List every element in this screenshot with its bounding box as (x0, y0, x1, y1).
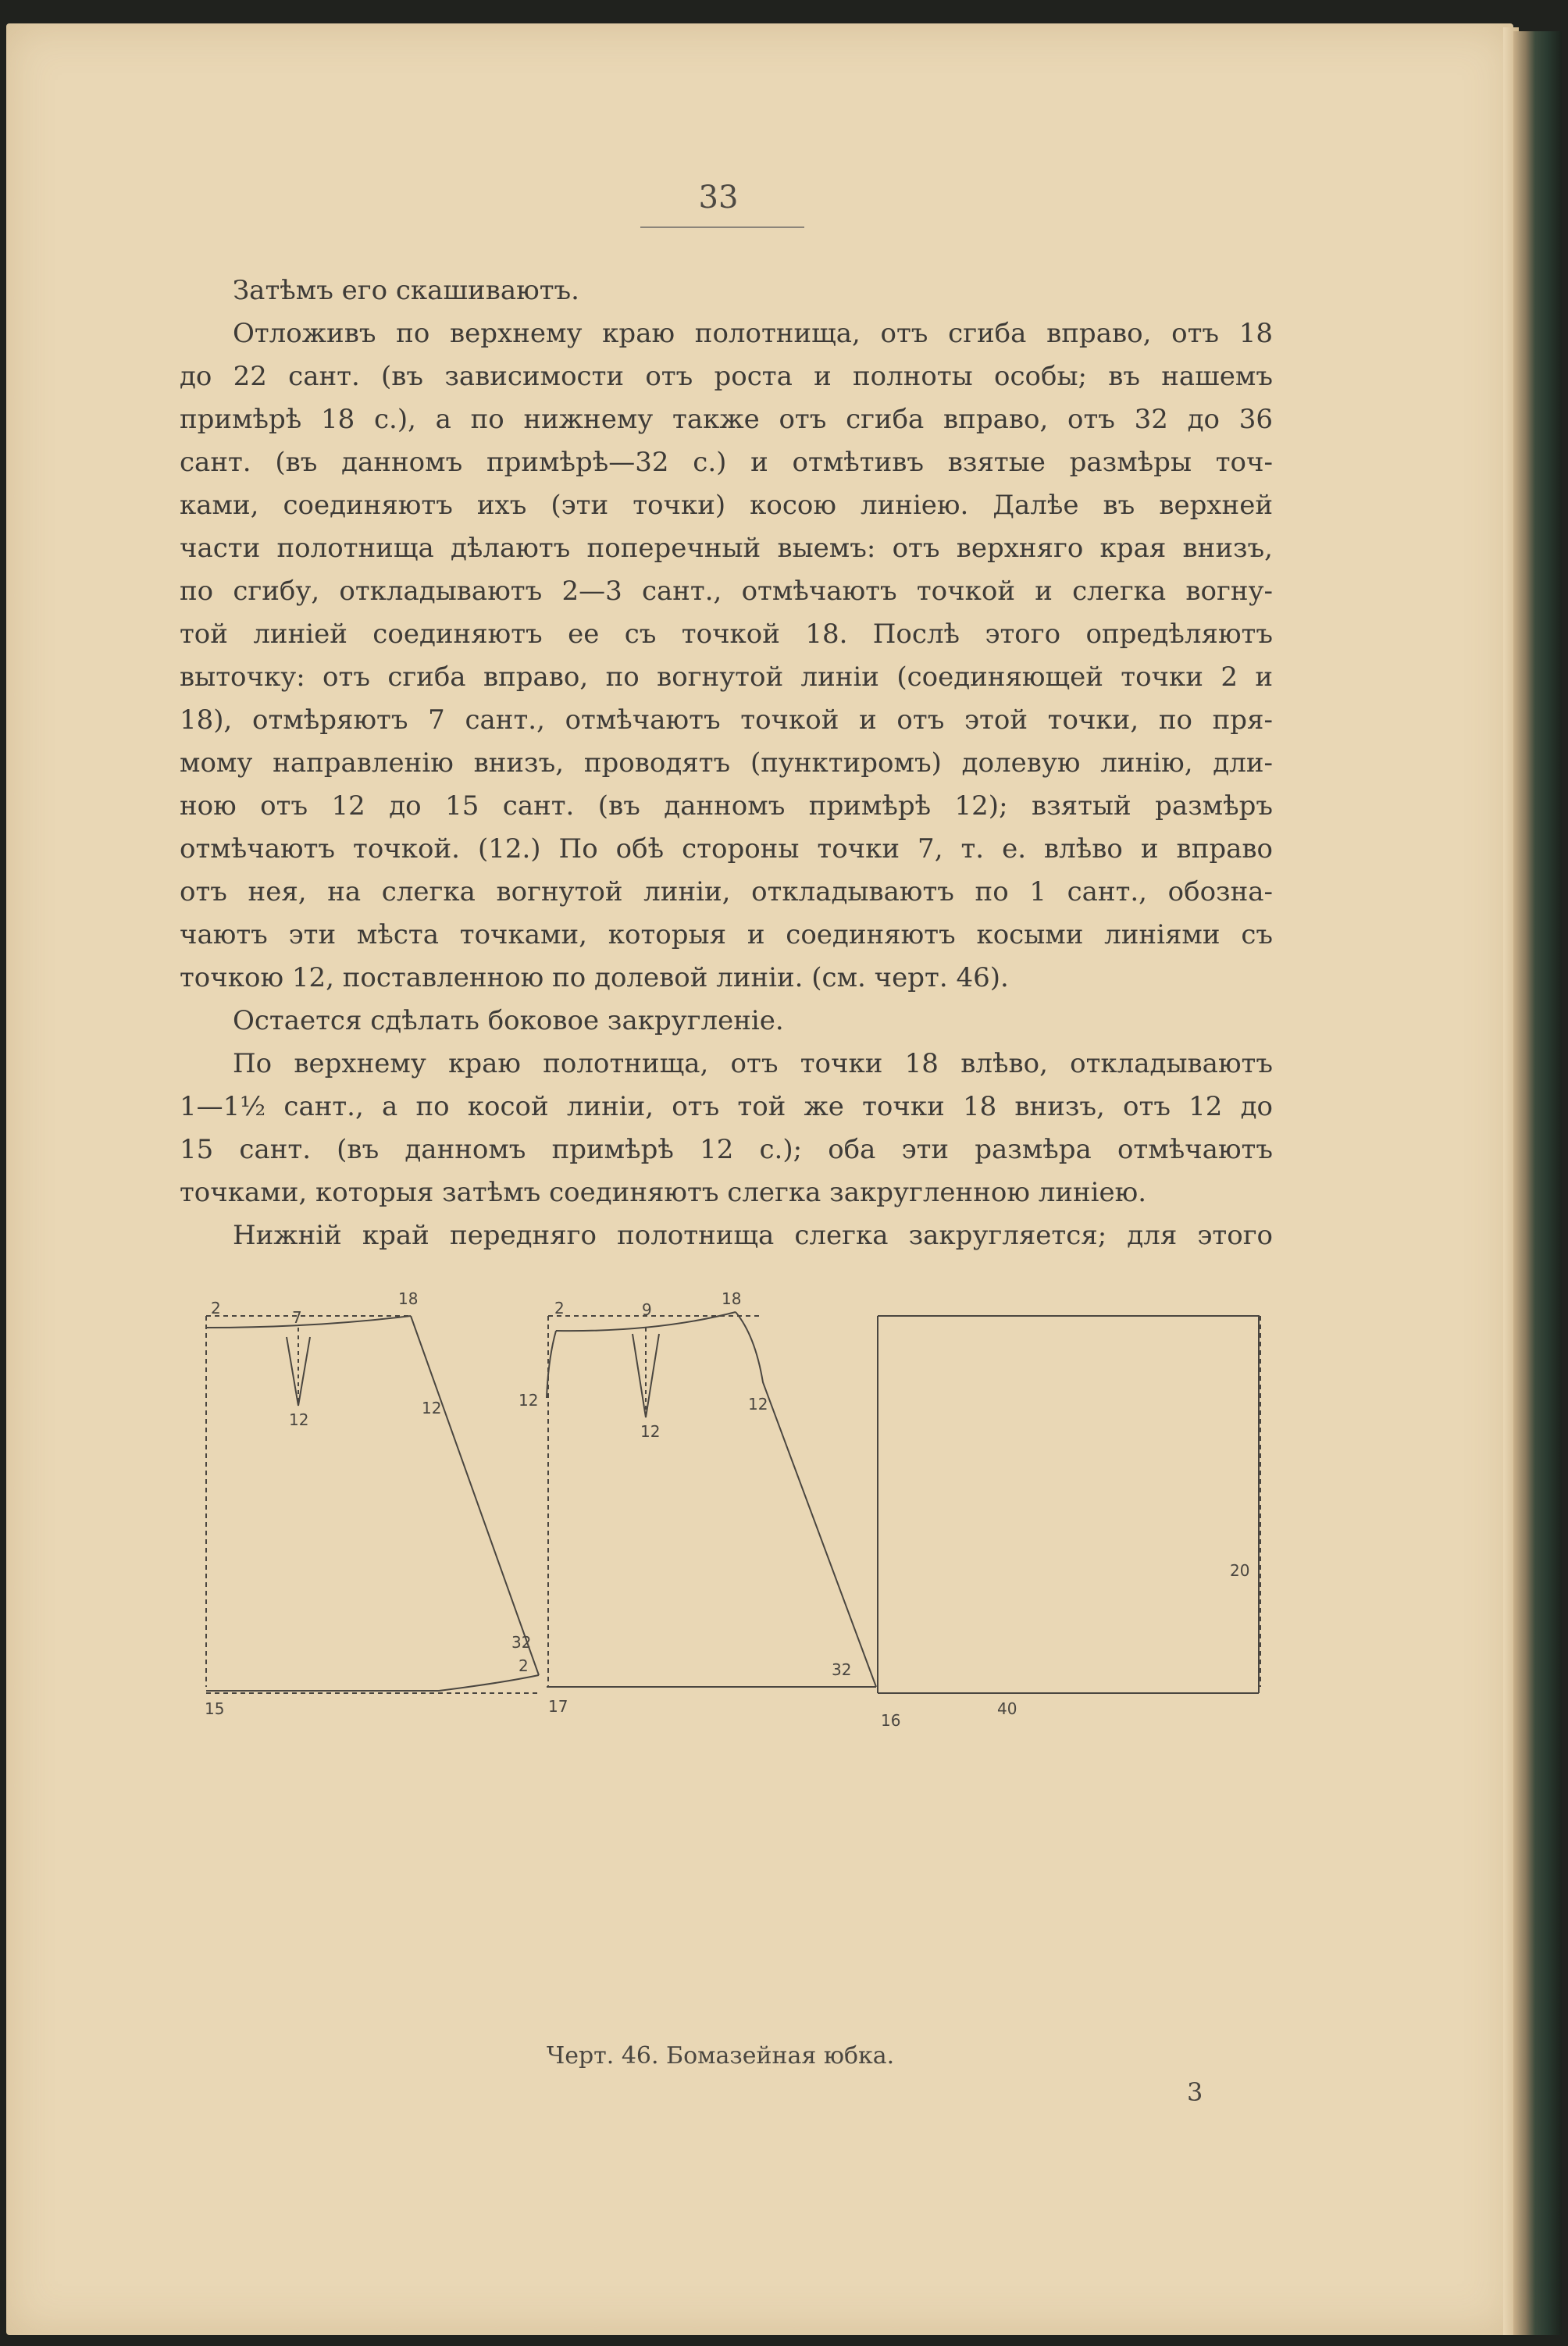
label-a-side-12: 12 (422, 1399, 442, 1417)
label-b-top-18: 18 (722, 1289, 742, 1308)
book-spine (1513, 31, 1562, 2335)
text-line: отъ нея, на слегка вогнутой линiи, откладываютъ по 1 сант., обозна- (180, 876, 1273, 907)
text-line: точкою 12, поставленною по долевой линiи. (см. черт. 46). (180, 962, 1009, 993)
pattern-drawing (205, 1281, 1298, 1730)
label-b-dart-9: 9 (642, 1300, 652, 1319)
panel-a-dart (287, 1337, 310, 1406)
label-b-bottom-32: 32 (832, 1660, 852, 1679)
signature-mark: 3 (1187, 2077, 1203, 2107)
text-line: до 22 сант. (въ зависимости отъ роста и полноты особы; въ нашемъ (180, 361, 1273, 392)
body-text (180, 269, 1273, 1257)
text-line: мому направленiю внизъ, проводятъ (пунктиромъ) долевую линiю, дли- (180, 747, 1273, 779)
text-line: точками, которыя затѣмъ соединяютъ слегка закругленною линiею. (180, 1177, 1147, 1208)
panel-a-hem (206, 1675, 539, 1691)
label-a-dart-12: 12 (289, 1410, 309, 1429)
panel-a-side-line (411, 1316, 539, 1675)
label-c-side-20: 20 (1230, 1561, 1250, 1580)
skirt-pattern-figure (205, 1281, 1298, 1730)
label-a-top-2: 2 (211, 1299, 221, 1317)
label-a-top-18: 18 (398, 1289, 419, 1308)
text-line: той линiей соединяютъ ее съ точкой 18. Послѣ этого опредѣляютъ (180, 619, 1273, 650)
text-line: Отложивъ по верхнему краю полотнища, отъ сгиба вправо, отъ 18 (233, 318, 1273, 349)
text-line: Затѣмъ его скашиваютъ. (233, 275, 579, 306)
text-line: выточку: отъ сгиба вправо, по вогнутой линiи (соединяющей точки 2 и (180, 661, 1273, 693)
header-rule (640, 226, 804, 228)
text-line: 15 сант. (въ данномъ примѣрѣ 12 с.); оба эти размѣра отмѣчаютъ (180, 1134, 1273, 1165)
text-line: чаютъ эти мѣста точками, которыя и соединяютъ косыми линiями съ (180, 919, 1273, 950)
text-line: 1—1½ сант., а по косой линiи, отъ той же точки 18 внизъ, отъ 12 до (180, 1091, 1273, 1122)
text-line: Нижнiй край передняго полотнища слегка закругляется; для этого (233, 1220, 1273, 1251)
label-a-dart-7: 7 (292, 1308, 302, 1327)
text-line: примѣрѣ 18 с.), а по нижнему также отъ сгиба вправо, отъ 32 до 36 (180, 404, 1273, 435)
label-c-bottom-16: 16 (881, 1711, 901, 1730)
text-line: Остается сдѣлать боковое закругленiе. (233, 1005, 784, 1036)
text-line: По верхнему краю полотнища, отъ точки 18 влѣво, откладываютъ (233, 1048, 1273, 1079)
label-a-bottom-32: 32 (511, 1633, 532, 1652)
panel-a-curved-top (206, 1316, 411, 1328)
text-line: ками, соединяютъ ихъ (эти точки) косою линiею. Далѣе въ верхней (180, 490, 1273, 521)
label-c-bottom-40: 40 (997, 1699, 1017, 1718)
label-a-bottom-2: 2 (519, 1656, 529, 1675)
text-line: ною отъ 12 до 15 сант. (въ данномъ примѣрѣ 12); взятый размѣръ (180, 790, 1273, 822)
text-line: части полотнища дѣлаютъ поперечный выемъ: отъ верхняго края внизъ, (180, 533, 1273, 564)
label-a-bottom-15: 15 (205, 1699, 225, 1718)
text-line: отмѣчаютъ точкой. (12.) По обѣ стороны точки 7, т. е. влѣво и вправо (180, 833, 1273, 865)
text-line: 18), отмѣряютъ 7 сант., отмѣчаютъ точкой и отъ этой точки, по пря- (180, 704, 1273, 736)
label-b-dart-12: 12 (640, 1422, 661, 1441)
panel-b-side-line (736, 1312, 876, 1687)
figure-caption: Черт. 46. Бомазейная юбка. (547, 2042, 895, 2070)
page-number: 33 (698, 180, 739, 216)
label-b-top-2: 2 (554, 1299, 565, 1317)
text-line: сант. (въ данномъ примѣрѣ—32 с.) и отмѣтивъ взятые размѣры точ- (180, 447, 1273, 478)
label-b-side-left-12: 12 (519, 1391, 539, 1410)
label-b-bottom-17: 17 (548, 1697, 568, 1716)
label-b-side-right-12: 12 (748, 1395, 768, 1414)
text-line: по сгибу, откладываютъ 2—3 сант., отмѣчаютъ точкой и слегка вогну- (180, 576, 1273, 607)
panel-c-outline (878, 1316, 1259, 1693)
